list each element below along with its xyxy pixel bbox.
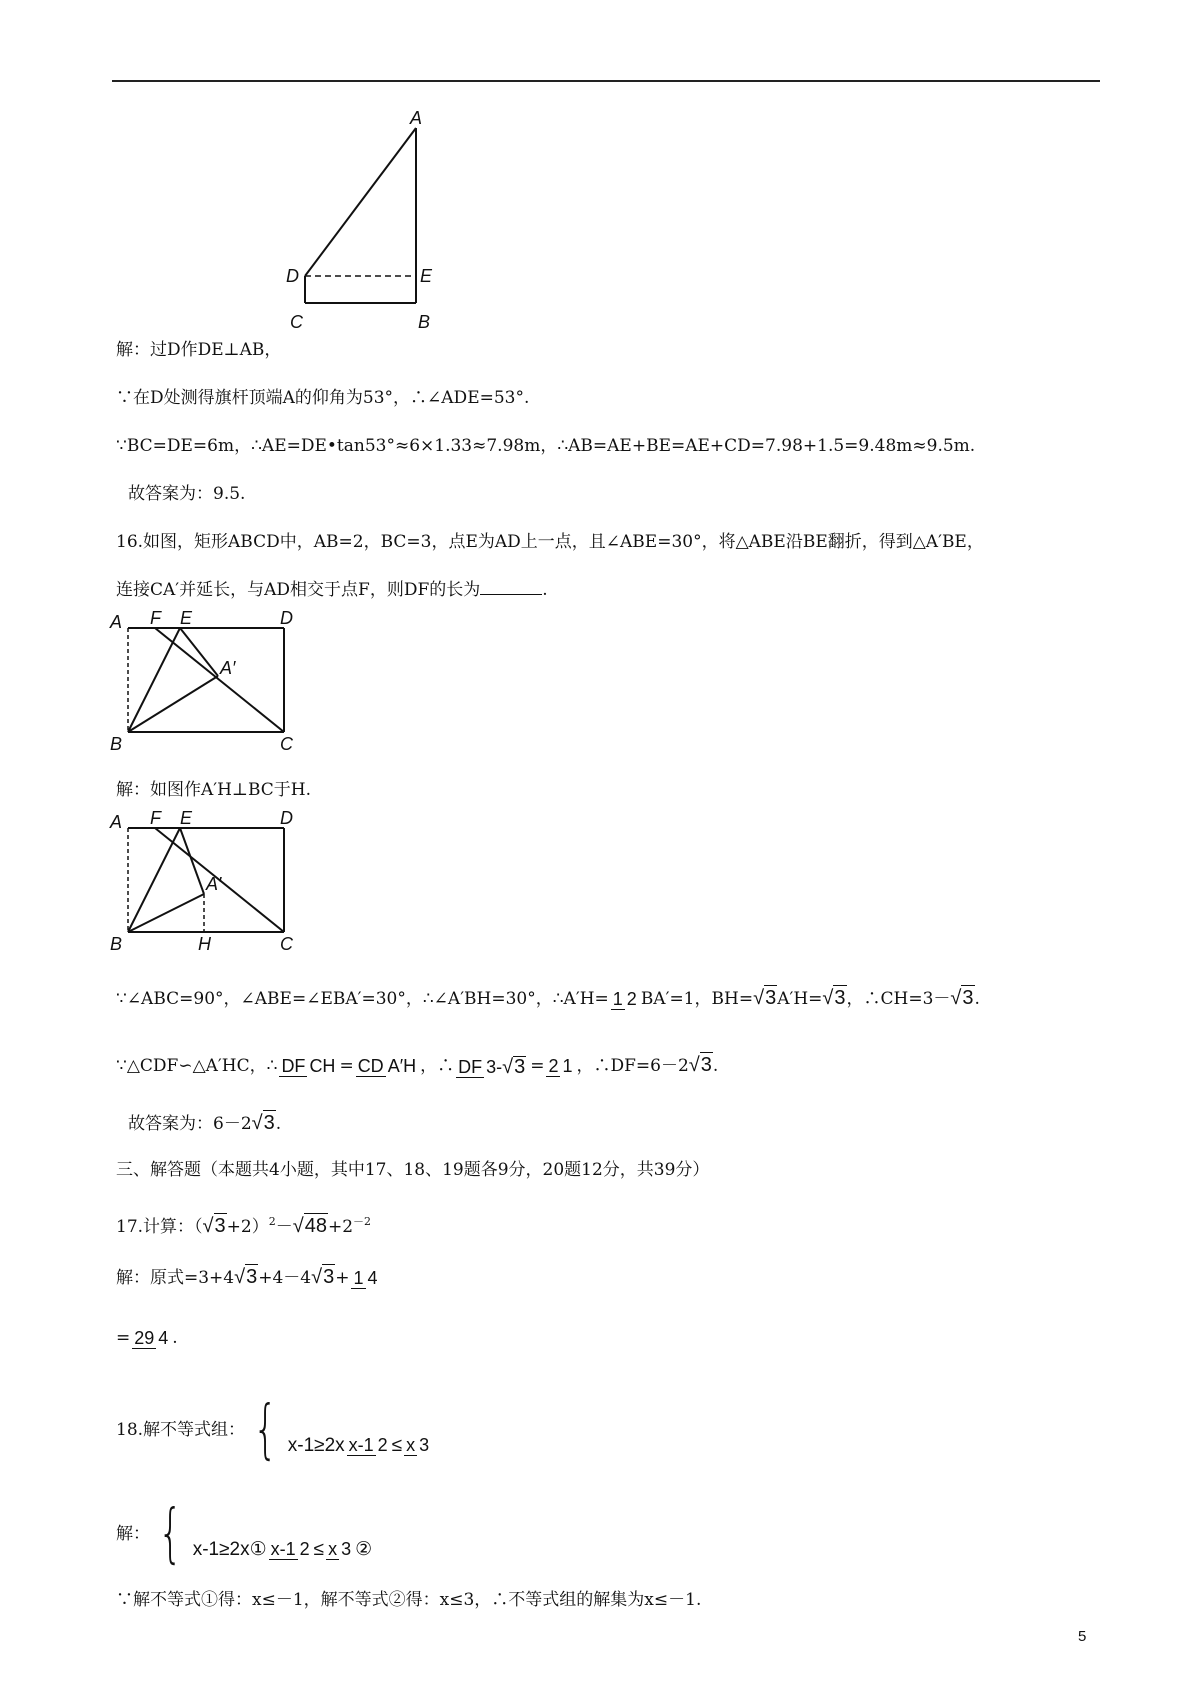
brace-icon: { [158,1497,183,1571]
operator: ≤ [391,1435,403,1456]
system-row-2 [345,1434,433,1458]
sol18 [116,1497,373,1571]
answer-15: 故答案为：9.5. [128,484,246,504]
sol18-conclusion: ∵解不等式①得：x≤－1，解不等式②得：x≤3，∴不等式组的解集为x≤－1. [116,1590,702,1610]
inequality-system [245,1393,433,1467]
fraction-1-4 [351,1268,379,1289]
sol16-l1-b: BA′=1，BH= [640,989,754,1009]
system-row-1: x-1≥2x [287,1435,345,1456]
radicand: 3 [700,1054,712,1076]
sol15-line1: 解：过D作DE⊥AB， [116,340,282,360]
frac-den: 3 [419,1435,430,1456]
sol17-b: +4－4 [258,1268,312,1288]
q16-line2-end: . [542,580,548,600]
sol18-label: 解： [116,1524,150,1544]
exponent: －2 [353,1215,372,1228]
sqrt-3: √3 [822,987,846,1009]
frac-num: DF [458,1056,483,1077]
sol17-line2 [116,1326,178,1350]
sol16-intro: 解：如图作A′H⊥BC于H. [116,780,311,800]
frac-den: 3 [341,1539,352,1560]
frac-den: 4 [367,1268,378,1288]
sol15-line3: ∵BC=DE=6m，∴AE=DE•tan53°≈6×1.33≈7.98m，∴AB=AE+BE=AE+CD=7.98+1.5=9.48m≈9.5m. [116,436,976,456]
fraction [326,1539,353,1560]
label-E: E [420,266,433,286]
answer-blank [480,578,542,595]
header-rule [112,80,1100,82]
fraction-DF-CH [279,1056,337,1077]
sqrt-48: √48 [292,1214,327,1237]
figure-rectangle-fold-with-H [108,808,308,958]
den-part: 3- [486,1056,503,1077]
sqrt-3: √3 [950,987,974,1009]
frac-num: 1 [612,989,623,1009]
frac-num: x-1 [348,1435,374,1456]
frac-num: 1 [353,1268,364,1288]
sol16-l1-e: . [974,989,980,1009]
equals: = [339,1056,354,1076]
brace-icon: { [253,1393,278,1467]
q16-line2 [116,578,548,602]
sol16-l1-d: ，∴CH=3－ [846,989,951,1009]
frac-num: x-1 [270,1539,296,1560]
fraction [404,1435,431,1456]
frac-den: 2 [377,1435,388,1456]
sqrt-3: √3 [502,1055,526,1078]
sol17-a: 解：原式=3+4 [116,1268,235,1288]
sqrt-3: √3 [234,1266,258,1288]
fraction-DF-3-sqrt3 [456,1056,528,1078]
label-F: F [150,808,161,828]
radicand: 3 [834,987,846,1009]
sqrt-3: √3 [311,1266,335,1288]
q17-b: +2） [226,1216,269,1237]
system-row-2 [267,1538,373,1562]
radicand: 3 [246,1266,258,1288]
label-F: F [150,608,161,628]
circled-tag: ② [355,1539,373,1560]
q16-line1: 16.如图，矩形ABCD中，AB=2，BC=3，点E为AD上一点，且∠ABE=30°，将△ABE沿BE翻折，得到△A′BE， [116,532,984,552]
radicand: 3 [962,987,974,1009]
page-number: 5 [1078,1628,1087,1645]
sol16-l2-d: . [712,1056,719,1076]
sqrt-3: √3 [688,1054,712,1076]
frac-den: 2 [626,989,637,1009]
radicand: 3 [323,1266,335,1288]
sol15-line2: ∵在D处测得旗杆顶端A的仰角为53°，∴∠ADE=53°. [116,388,530,408]
label-A-prime: A′ [220,658,236,678]
label-D: D [286,266,299,286]
label-E: E [180,608,193,628]
figure-rectangle-fold [108,608,308,753]
label-D: D [280,608,293,628]
fraction-29-4 [132,1328,170,1349]
operator: ≤ [313,1539,325,1560]
frac-den: A′H [387,1056,417,1076]
sqrt-3: √3 [753,987,777,1009]
radicand: 48 [304,1214,327,1237]
label-A: A [410,110,423,128]
frac-den: CH [309,1056,336,1076]
label-A-prime: A′ [206,874,222,894]
label-B: B [110,934,123,954]
sol17-end: . [172,1328,178,1348]
q17-c: － [275,1216,293,1237]
q17-a: 17.计算：（ [116,1216,203,1237]
sol16-line2 [116,1052,718,1078]
sol17-c: + [335,1268,350,1288]
frac-num: 2 [548,1056,559,1076]
sol16-l1-c: A′H= [777,989,823,1009]
label-C: C [280,734,293,753]
q17 [116,1210,371,1239]
q18-label: 18.解不等式组： [116,1420,246,1440]
frac-num: DF [281,1056,306,1076]
radicand: 3 [214,1214,226,1237]
answer-16 [128,1110,281,1136]
inequality-system [150,1497,373,1571]
fraction-CD-AH [356,1056,418,1077]
equals: = [530,1056,545,1076]
fraction-2-1 [546,1056,574,1077]
sol16-l1-a: ∵∠ABC=90°，∠ABE=∠EBA′=30°，∴∠A′BH=30°，∴A′H= [116,989,609,1009]
label-H: H [198,934,211,954]
sol16-line1 [116,985,980,1011]
label-D: D [280,808,293,828]
frac-num: CD [357,1056,384,1076]
radicand: 3 [263,1112,275,1134]
radicand: 3 [765,987,777,1009]
q16-line2-text: 连接CA′并延长，与AD相交于点F，则DF的长为 [116,580,481,600]
exponent: 2 [268,1215,276,1228]
label-C: C [280,934,293,954]
sol17-line1 [116,1264,382,1290]
label-A: A [110,612,123,632]
q18 [116,1393,433,1467]
frac-den: 4 [158,1328,169,1348]
section-3-heading: 三、解答题（本题共4小题，其中17、18、19题各9分，20题12分，共39分） [116,1160,710,1180]
sqrt-3: √3 [202,1214,226,1237]
answer16-a: 故答案为：6－2 [128,1114,252,1134]
fraction [347,1435,390,1456]
q17-d: +2 [327,1216,354,1237]
label-E: E [180,808,193,828]
figure-flagpole [280,110,450,350]
frac-den: 1 [562,1056,573,1076]
frac-den [484,1056,528,1077]
radicand: 3 [514,1055,526,1078]
frac-num: x [328,1539,338,1560]
label-B: B [418,312,431,332]
frac-num: x [406,1435,416,1456]
sqrt-3: √3 [251,1112,275,1134]
sol16-l2-b: ，∴ [420,1056,455,1076]
frac-num: 29 [134,1328,155,1348]
sol17-eq: = [116,1328,131,1348]
answer16-b: . [275,1114,282,1134]
sol16-l2-a: ∵△CDF∽△A′HC，∴ [116,1056,278,1076]
frac-den: 2 [299,1539,310,1560]
label-A: A [110,812,123,832]
fraction-half [611,989,639,1010]
sol16-l2-c: ，∴DF=6－2 [576,1056,689,1076]
label-C: C [290,312,303,332]
label-B: B [110,734,123,753]
system-row-1: x-1≥2x① [192,1539,267,1560]
fraction [269,1539,312,1560]
